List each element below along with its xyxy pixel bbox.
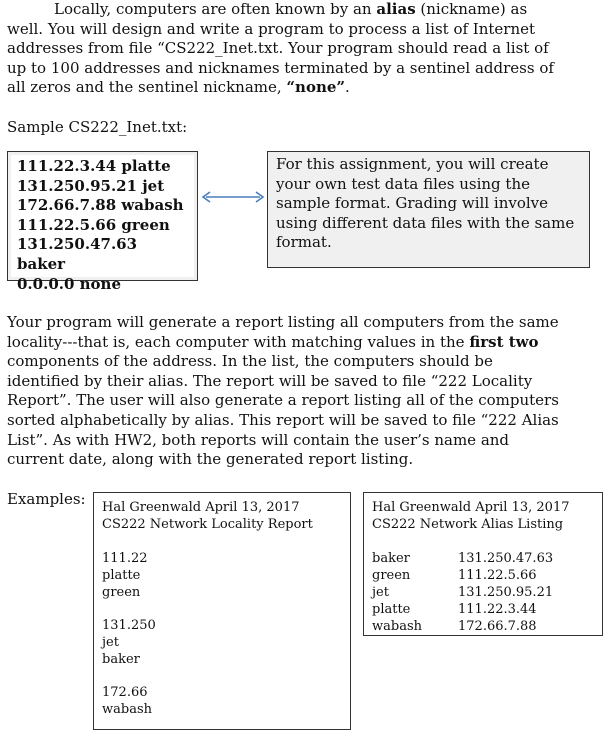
none-term: “none” [286,78,346,97]
report-header-name-date: Hal Greenwald April 13, 2017 [372,500,570,515]
sample-lines [11,155,194,293]
locality-alias: green [102,585,141,600]
sample-line: 131.250.47.63 baker [17,235,138,273]
sample-line: 111.22.3.44 platte [17,157,171,175]
note-line: using different data files with the same [276,213,575,232]
note-line: sample format. Grading will involve [276,194,549,213]
alias-row [372,584,594,601]
body-line: Your program will generate a report listing all computers from the same [7,313,559,331]
sample-line: 0.0.0.0 none [17,274,121,293]
alias-name: jet [372,585,389,600]
body-line: List”. As with HW2, both reports will contain the user’s name and [7,430,510,449]
locality-alias: wabash [102,702,152,717]
text: . [345,78,350,97]
alias-address: 131.250.95.21 [458,585,554,600]
note-line: For this assignment, you will create [276,155,549,173]
alias-name: green [372,568,411,583]
note-line: your own test data files using the [276,174,530,193]
alias-term: alias [376,0,416,18]
intro-line [7,0,603,20]
body-line: current date, along with the generated report listing. [7,450,414,469]
text: Locally, computers are often known by an [54,0,377,18]
alias-address: 111.22.3.44 [458,602,537,617]
body-line: components of the address. In the list, the computers should be [7,352,493,371]
alias-name: baker [372,551,410,566]
alias-name: wabash [372,619,422,634]
body-line [7,333,603,353]
report-header-title: CS222 Network Locality Report [102,517,313,532]
alias-name: platte [372,602,411,617]
sample-label: Sample CS222_Inet.txt: [7,118,188,136]
locality-prefix: 111.22 [102,551,148,566]
alias-address: 131.250.47.63 [458,551,554,566]
text: locality---that is, each computer with matching values in the [7,332,470,351]
alias-row [372,567,594,584]
sample-line: 111.22.5.66 green [17,215,170,234]
first-two-term: first two [469,332,539,351]
locality-groups [102,550,342,718]
intro-paragraph [7,0,603,98]
body-line: Report”. The user will also generate a report listing all of the computers [7,391,559,410]
alias-row [372,601,594,618]
report-header-title: CS222 Network Alias Listing [372,517,564,532]
examples-label: Examples: [7,490,86,508]
alias-row [372,618,594,635]
locality-prefix: 131.250 [102,618,156,633]
locality-alias: baker [102,652,140,667]
locality-alias: platte [102,568,141,583]
alias-address: 111.22.5.66 [458,568,537,583]
alias-rows [372,550,594,635]
text: (nickname) as [415,0,528,18]
report-paragraph [7,313,603,470]
intro-line: up to 100 addresses and nicknames terminated by a sentinel address of [7,58,554,77]
alias-listing-box [363,492,603,636]
double-arrow-icon [200,190,266,204]
intro-line: addresses from file “CS222_Inet.txt. Your program should read a list of [7,39,549,58]
text: all zeros and the sentinel nickname, [7,78,287,97]
intro-line: well. You will design and write a program to process a list of Internet [7,19,536,38]
sample-file-box [7,151,198,293]
body-line: sorted alphabetically by alias. This report will be saved to file “222 Alias [7,410,559,429]
sample-line: 131.250.95.21 jet [17,176,165,195]
sample-line: 172.66.7.88 wabash [17,196,184,215]
locality-prefix: 172.66 [102,685,148,700]
body-line: identified by their alias. The report will be saved to file “222 Locality [7,371,533,390]
locality-alias: jet [102,635,119,650]
report-header-name-date: Hal Greenwald April 13, 2017 [102,500,300,515]
locality-report-box [93,492,351,730]
note-line: format. [276,233,332,252]
alias-row [372,550,594,567]
alias-address: 172.66.7.88 [458,619,537,634]
assignment-note-box [267,151,590,268]
intro-line [7,78,603,98]
